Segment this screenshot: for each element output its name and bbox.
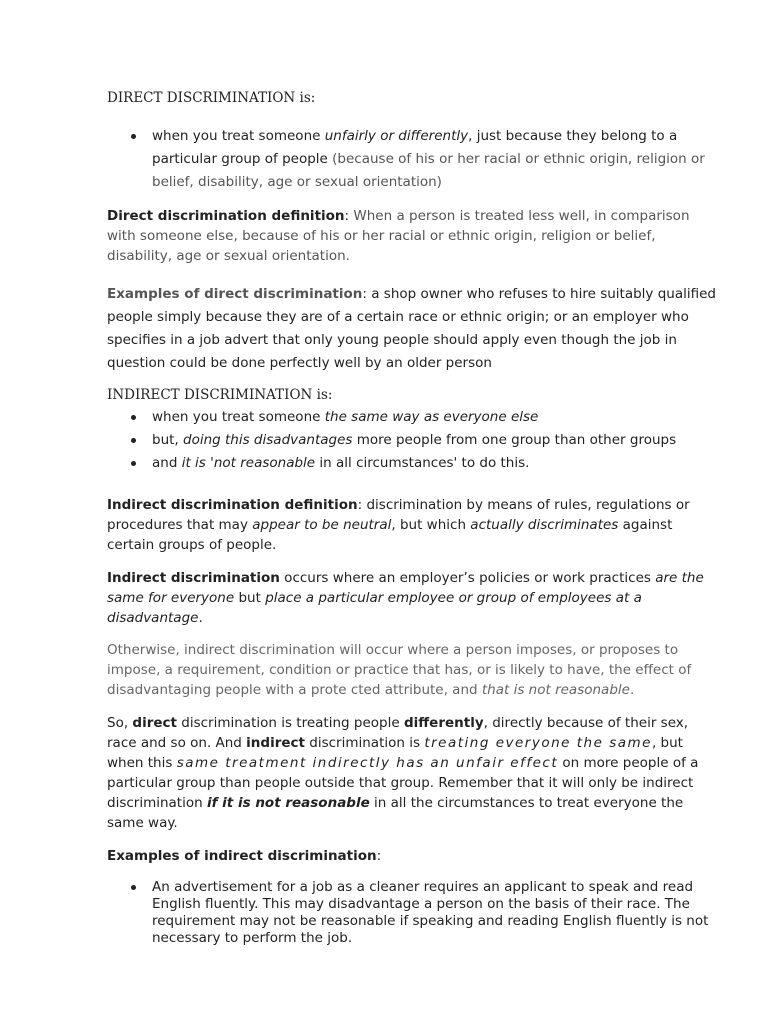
direct-examples-paragraph: Examples of direct discrimination: a shop owner who refuses to hire suitably qualified people simply because they are of a certain race or ethnic origin; or an employer who specifies in a job advert that only young people should apply even though the job in question could be done perfectly well by an older person (107, 286, 716, 371)
direct-discrimination-heading: DIRECT DISCRIMINATION is: (107, 90, 316, 106)
indirect-examples-heading: Examples of indirect discrimination: (107, 848, 382, 864)
list-item: when you treat someone unfairly or differently, just because they belong to a particular group of people (because of his or her racial or ethnic origin, religion or belief, disability, age or sexual orientation) (107, 125, 717, 194)
indirect-examples-list (107, 879, 717, 947)
indirect-bullet-list (107, 406, 717, 475)
direct-bullet-list (107, 125, 717, 194)
direct-definition-paragraph: Direct discrimination definition: When a person is treated less well, in comparison with someone else, because of his or her racial or ethnic origin, religion or belief, disability, age or sexual orientation. (107, 208, 690, 264)
indirect-occurs-paragraph: Indirect discrimination occurs where an employer’s policies or work practices are the same for everyone but place a particular employee or group of employees at a disadvantage. (107, 570, 704, 626)
indirect-definition-paragraph: Indirect discrimination definition: discrimination by means of rules, regulations or procedures that may appear to be neutral, but which actually discriminates against certain groups of people. (107, 497, 690, 553)
list-item: but, doing this disadvantages more people from one group than other groups (107, 429, 717, 452)
indirect-discrimination-heading: INDIRECT DISCRIMINATION is: (107, 387, 333, 403)
list-item: and it is 'not reasonable in all circumstances' to do this. (107, 452, 717, 475)
list-item: when you treat someone the same way as everyone else (107, 406, 717, 429)
summary-paragraph: So, direct discrimination is treating people differently, directly because of their sex, race and so on. And indirect discrimination is treating everyone the same, but when this same treatment indirectly has an unfair effect on more people of a particular group than people outside that group. Remember that it will only be indirect discrimination if it is not reasonable in all the circumstances to treat everyone the same way. (107, 715, 699, 831)
list-item: An advertisement for a job as a cleaner requires an applicant to speak and read English fluently. This may disadvantage a person on the basis of their race. The requirement may not be reasonable if speaking and reading English fluently is not necessary to perform the job. (107, 879, 717, 947)
otherwise-paragraph: Otherwise, indirect discrimination will occur where a person imposes, or proposes to impose, a requirement, condition or practice that has, or is likely to have, the effect of disadvantaging people with a prote cted attribute, and that is not reasonable. (107, 642, 692, 698)
